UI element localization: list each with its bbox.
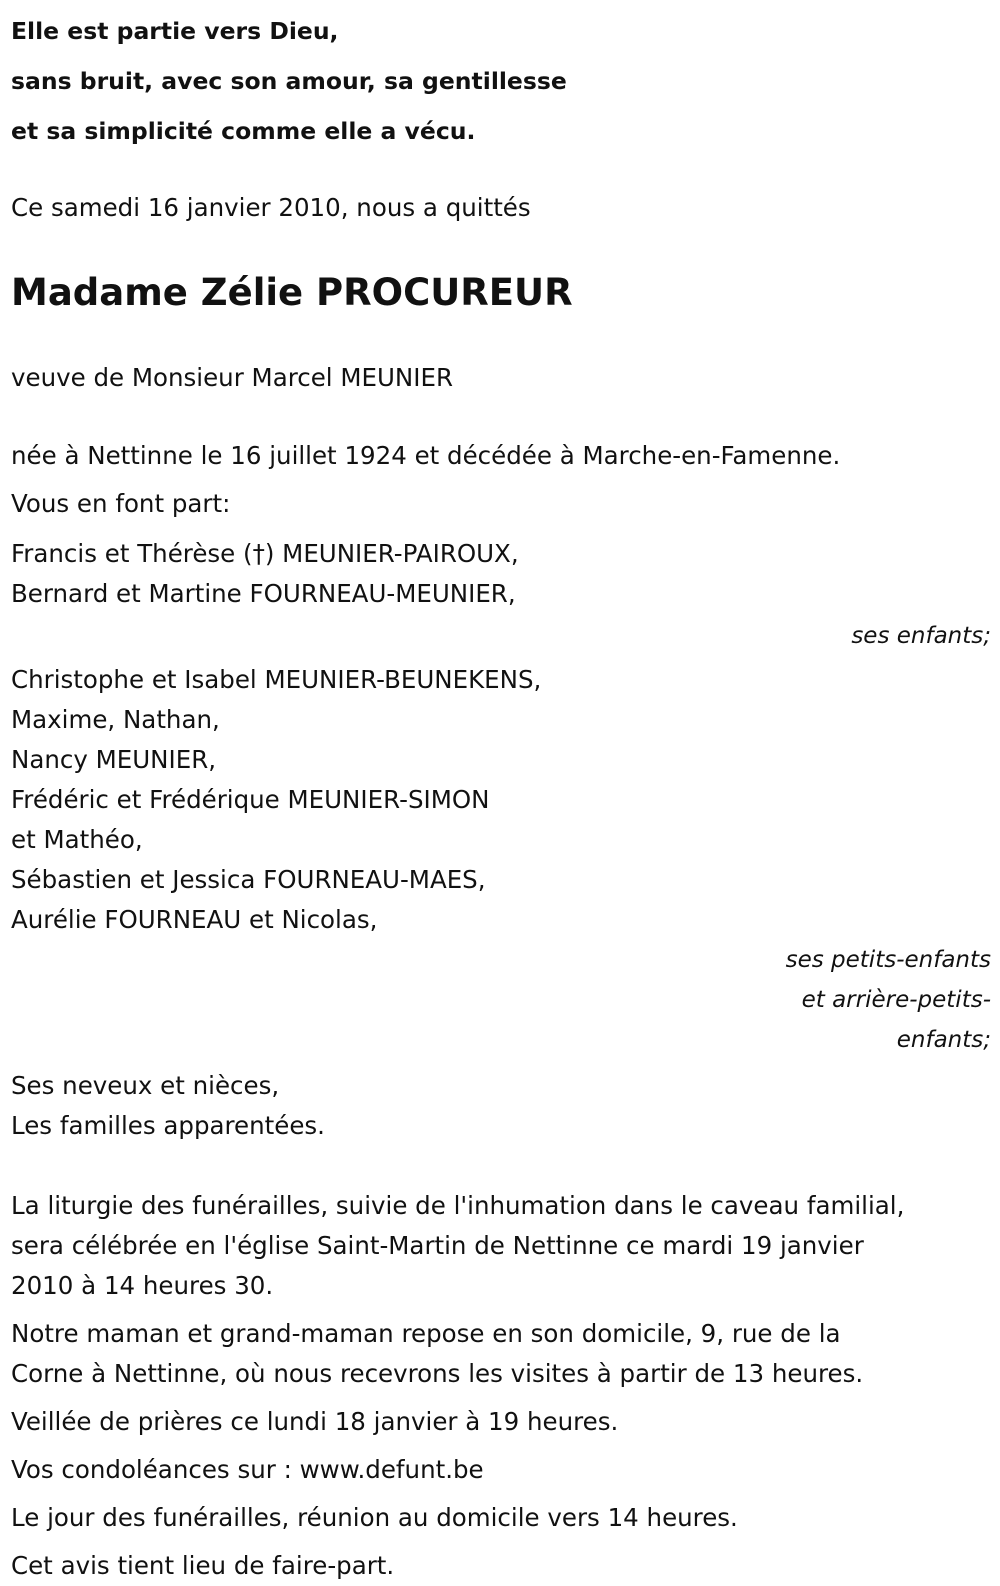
- role-line: enfants;: [896, 1027, 991, 1053]
- role-grandchildren: [11, 940, 991, 1060]
- liturgy-paragraph: [11, 1186, 991, 1306]
- epigraph-line: et sa simplicité comme elle a vécu.: [11, 117, 476, 145]
- condolences-link[interactable]: www.defunt.be: [299, 1455, 484, 1484]
- role-line: et arrière-petits-: [801, 987, 991, 1013]
- family-member-line: Maxime, Nathan,: [11, 705, 220, 734]
- extended-family: [11, 1066, 991, 1146]
- condolences-info: [11, 1450, 991, 1490]
- announcement: Vous en font part:: [11, 489, 231, 518]
- liturgy-line: 2010 à 14 heures 30.: [11, 1271, 274, 1300]
- family-member-line: Nancy MEUNIER,: [11, 745, 217, 774]
- condolences-prefix: Vos condoléances sur :: [11, 1455, 300, 1484]
- liturgy-line: La liturgie des funérailles, suivie de l'inhumation dans le caveau familial,: [11, 1191, 905, 1220]
- family-member-line: Frédéric et Frédérique MEUNIER-SIMON: [11, 785, 490, 814]
- death-date-intro: Ce samedi 16 janvier 2010, nous a quittés: [11, 193, 531, 222]
- widow-of: veuve de Monsieur Marcel MEUNIER: [11, 363, 453, 392]
- repose-paragraph: [11, 1314, 991, 1394]
- vigil-info: Veillée de prières ce lundi 18 janvier à 19 heures.: [11, 1407, 619, 1436]
- deceased-name: Madame Zélie PROCUREUR: [11, 271, 573, 314]
- family-member-line: Francis et Thérèse (†) MEUNIER-PAIROUX,: [11, 539, 519, 568]
- grandchildren-group: [11, 660, 991, 1060]
- family-member-line: Bernard et Martine FOURNEAU-MEUNIER,: [11, 579, 516, 608]
- family-member-line: et Mathéo,: [11, 825, 143, 854]
- epigraph: [11, 6, 991, 156]
- closing-note: Cet avis tient lieu de faire-part.: [11, 1551, 395, 1580]
- role-children: ses enfants;: [851, 623, 991, 649]
- role-line: ses petits-enfants: [785, 947, 991, 973]
- epigraph-line: sans bruit, avec son amour, sa gentillesse: [11, 67, 567, 95]
- family-member-line: Christophe et Isabel MEUNIER-BEUNEKENS,: [11, 665, 542, 694]
- repose-line: Notre maman et grand-maman repose en son domicile, 9, rue de la: [11, 1319, 841, 1348]
- epigraph-line: Elle est partie vers Dieu,: [11, 17, 339, 45]
- liturgy-line: sera célébrée en l'église Saint-Martin de Nettinne ce mardi 19 janvier: [11, 1231, 864, 1260]
- repose-line: Corne à Nettinne, où nous recevrons les visites à partir de 13 heures.: [11, 1359, 864, 1388]
- obituary-notice: [11, 0, 991, 1586]
- children-group: [11, 534, 991, 656]
- extended-family-line: Ses neveux et nièces,: [11, 1071, 280, 1100]
- extended-family-line: Les familles apparentées.: [11, 1111, 325, 1140]
- birth-death-info: née à Nettinne le 16 juillet 1924 et décédée à Marche-en-Famenne.: [11, 441, 841, 470]
- family-member-line: Sébastien et Jessica FOURNEAU-MAES,: [11, 865, 486, 894]
- meeting-info: Le jour des funérailles, réunion au domicile vers 14 heures.: [11, 1503, 738, 1532]
- family-member-line: Aurélie FOURNEAU et Nicolas,: [11, 905, 378, 934]
